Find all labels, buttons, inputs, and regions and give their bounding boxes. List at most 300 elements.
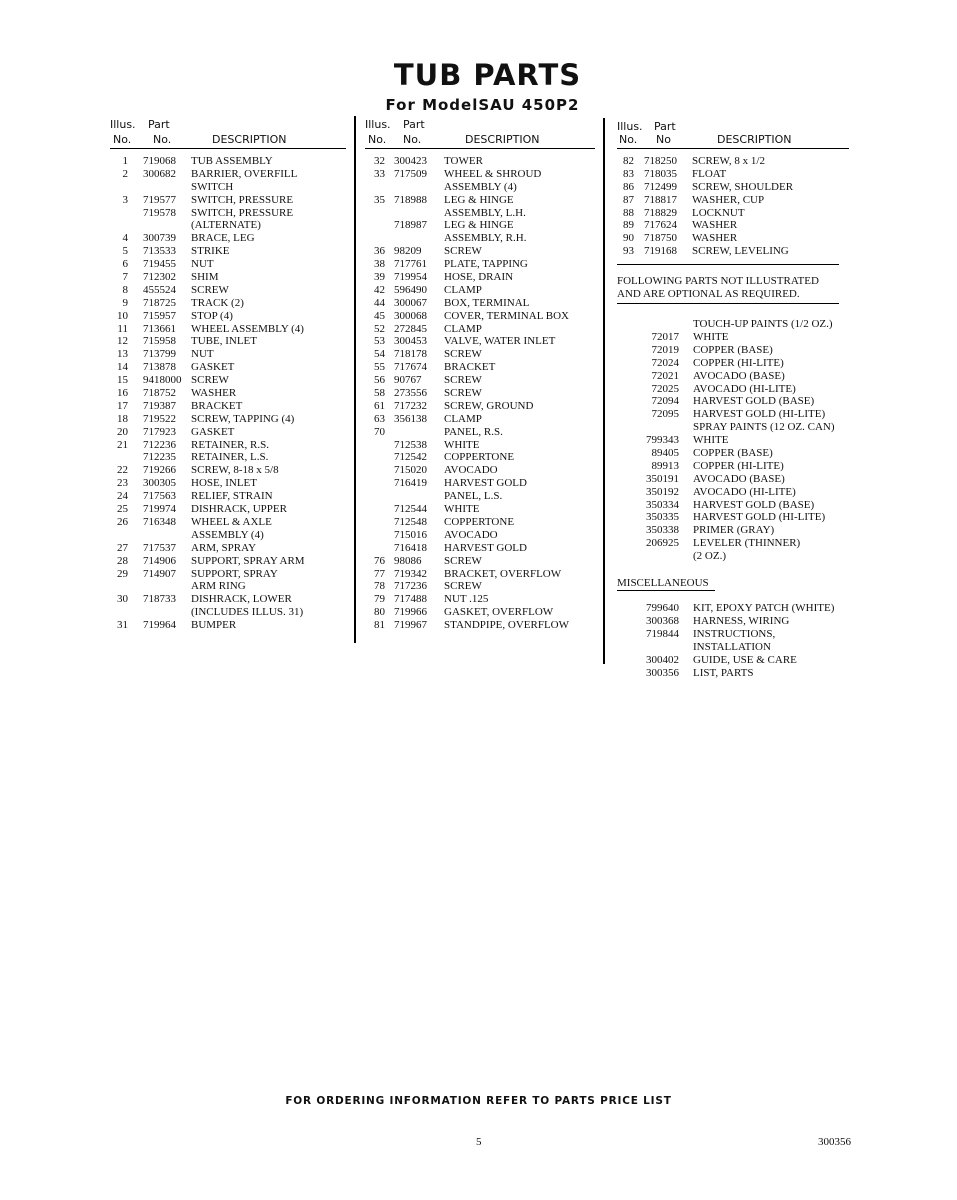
part-description: INSTALLATION	[693, 640, 771, 653]
column-divider	[354, 116, 356, 643]
part-number: 719342	[394, 567, 427, 580]
illus-number: 10	[117, 309, 128, 322]
column-header	[110, 116, 346, 149]
part-number: 72021	[651, 369, 679, 382]
part-number: 350338	[646, 524, 679, 537]
header-part: Part	[654, 120, 676, 133]
part-description: SCREW	[191, 374, 229, 387]
part-row	[365, 181, 595, 194]
part-number: 714906	[143, 554, 176, 567]
part-description: FLOAT	[692, 167, 727, 180]
part-row	[110, 516, 346, 529]
header-part-no: No	[656, 133, 671, 146]
part-number: 719954	[394, 271, 427, 284]
part-description: HARVEST GOLD	[444, 477, 527, 490]
part-description: BRACE, LEG	[191, 232, 255, 245]
part-description: GUIDE, USE & CARE	[693, 653, 797, 666]
part-row	[365, 335, 595, 348]
part-row	[110, 503, 346, 516]
part-number: 718035	[644, 167, 677, 180]
illus-number: 86	[623, 180, 634, 193]
part-number: 455524	[143, 283, 176, 296]
part-number: 300402	[646, 653, 679, 666]
part-row	[365, 555, 595, 568]
part-row	[365, 219, 595, 232]
illus-number: 7	[122, 271, 128, 284]
part-number: 719578	[143, 206, 176, 219]
illus-number: 78	[374, 580, 385, 593]
part-description: BRACKET, OVERFLOW	[444, 567, 562, 580]
part-number: 712542	[394, 451, 427, 464]
part-description: TUB ASSEMBLY	[191, 155, 273, 167]
part-row	[617, 434, 849, 447]
illus-number: 58	[374, 387, 385, 400]
part-number: 72019	[651, 343, 679, 356]
illus-number: 26	[117, 515, 128, 528]
part-number: 300739	[143, 232, 176, 245]
illus-number: 54	[374, 348, 385, 361]
part-description: LOCKNUT	[692, 206, 745, 219]
part-row	[617, 344, 849, 357]
part-number: 272845	[394, 322, 427, 335]
part-description: SHIM	[191, 271, 219, 284]
part-row	[365, 464, 595, 477]
part-number: 719168	[644, 245, 677, 258]
part-row	[365, 361, 595, 374]
part-row	[110, 194, 346, 207]
part-row	[617, 499, 849, 512]
part-row	[617, 524, 849, 537]
part-number: 719577	[143, 193, 176, 206]
illus-number: 17	[117, 399, 128, 412]
part-row	[365, 580, 595, 593]
notice-line: AND ARE OPTIONAL AS REQUIRED.	[617, 288, 800, 301]
part-number: 718988	[394, 193, 427, 206]
part-row	[365, 271, 595, 284]
part-row	[110, 387, 346, 400]
part-description: AVOCADO	[444, 528, 498, 541]
part-number: 717923	[143, 425, 176, 438]
part-row	[110, 168, 346, 181]
part-row	[110, 284, 346, 297]
part-number: 719974	[143, 503, 176, 516]
header-illus-no: No.	[619, 133, 638, 146]
part-description: SCREW	[444, 348, 482, 361]
illus-number: 25	[117, 503, 128, 516]
part-number: 719522	[143, 412, 176, 425]
part-number: 300068	[394, 309, 427, 322]
part-description: SUPPORT, SPRAY	[191, 567, 278, 580]
part-number: 717674	[394, 361, 427, 374]
part-description: LEG & HINGE	[444, 193, 514, 206]
part-row	[365, 207, 595, 220]
part-number: 718750	[644, 232, 677, 245]
page-number: 5	[476, 1136, 482, 1148]
parts-column-1	[110, 116, 346, 632]
illus-number: 3	[122, 193, 128, 206]
illus-number: 56	[374, 374, 385, 387]
part-row	[617, 395, 849, 408]
ordering-info-footer: FOR ORDERING INFORMATION REFER TO PARTS PRICE LIST	[285, 1095, 672, 1107]
header-illus-no: No.	[113, 133, 132, 146]
part-number: 300305	[143, 477, 176, 490]
part-number: 717563	[143, 490, 176, 503]
illus-number: 8	[122, 283, 128, 296]
part-description: LIST, PARTS	[693, 666, 754, 679]
part-description: ASSEMBLY, R.H.	[444, 232, 527, 245]
part-row	[110, 593, 346, 606]
part-description: BARRIER, OVERFILL	[191, 167, 298, 180]
part-number: 715020	[394, 464, 427, 477]
part-description: SWITCH	[191, 180, 234, 193]
header-description: DESCRIPTION	[465, 133, 540, 146]
part-description: WASHER	[191, 387, 237, 400]
part-description: SWITCH, PRESSURE	[191, 206, 294, 219]
illus-number: 89	[623, 219, 634, 232]
illus-number: 88	[623, 206, 634, 219]
part-number: 89405	[651, 447, 679, 460]
illus-number: 52	[374, 322, 385, 335]
illus-number: 12	[117, 335, 128, 348]
part-row	[617, 318, 849, 331]
part-description: WHITE	[444, 503, 480, 516]
part-row	[110, 619, 346, 632]
part-description: CLAMP	[444, 322, 482, 335]
part-row	[365, 155, 595, 168]
illus-number: 70	[374, 425, 385, 438]
part-description: WASHER	[692, 219, 738, 232]
illus-number: 28	[117, 554, 128, 567]
part-description: HARVEST GOLD	[444, 541, 527, 554]
part-description: PANEL, R.S.	[444, 425, 503, 438]
page-title: TUB PARTS	[393, 58, 582, 92]
part-row	[365, 490, 595, 503]
illus-number: 63	[374, 412, 385, 425]
part-description: SCREW, LEVELING	[692, 245, 789, 258]
part-description: AVOCADO (BASE)	[693, 369, 785, 382]
part-description: SCREW	[444, 374, 482, 387]
part-description: GASKET, OVERFLOW	[444, 606, 554, 619]
part-row	[365, 297, 595, 310]
parts-list	[365, 155, 595, 632]
part-description: COPPERTONE	[444, 515, 515, 528]
header-illus: Illus.	[110, 118, 136, 131]
part-number: 89913	[651, 459, 679, 472]
part-description: SCREW, 8 x 1/2	[692, 155, 765, 167]
part-row	[617, 408, 849, 421]
part-number: 713661	[143, 322, 176, 335]
part-row	[110, 271, 346, 284]
part-number: 300368	[646, 614, 679, 627]
part-number: 716348	[143, 515, 176, 528]
part-number: 715957	[143, 309, 176, 322]
part-description: NUT .125	[444, 593, 489, 606]
part-description: AVOCADO (HI-LITE)	[693, 485, 796, 498]
header-part-no: No.	[153, 133, 172, 146]
part-number: 717537	[143, 541, 176, 554]
part-number: 72024	[651, 356, 679, 369]
part-number: 717761	[394, 258, 427, 271]
part-description: COPPER (BASE)	[693, 343, 773, 356]
part-description: HOSE, DRAIN	[444, 271, 514, 284]
part-description: WHITE	[444, 438, 480, 451]
part-description: GASKET	[191, 361, 235, 374]
part-number: 719966	[394, 606, 427, 619]
part-row	[365, 426, 595, 439]
illus-number: 90	[623, 232, 634, 245]
part-row	[365, 451, 595, 464]
part-row	[365, 232, 595, 245]
illus-number: 87	[623, 193, 634, 206]
part-row	[617, 357, 849, 370]
part-description: AVOCADO	[444, 464, 498, 477]
part-number: 712235	[143, 451, 176, 464]
part-description: ASSEMBLY (4)	[191, 528, 264, 541]
parts-column-3	[617, 116, 849, 679]
part-row	[617, 654, 849, 667]
illus-number: 36	[374, 245, 385, 258]
part-description: BRACKET	[444, 361, 496, 374]
part-number: 300682	[143, 167, 176, 180]
part-row	[110, 335, 346, 348]
part-description: BOX, TERMINAL	[444, 296, 530, 309]
part-number: 72017	[651, 331, 679, 344]
illus-number: 24	[117, 490, 128, 503]
part-description: KIT, EPOXY PATCH (WHITE)	[693, 602, 835, 615]
part-description: RELIEF, STRAIN	[191, 490, 273, 503]
illus-number: 83	[623, 167, 634, 180]
illus-number: 15	[117, 374, 128, 387]
part-row	[110, 568, 346, 581]
part-description: LEG & HINGE	[444, 219, 514, 232]
part-description: SCREW, GROUND	[444, 399, 534, 412]
part-row	[110, 464, 346, 477]
illus-number: 30	[117, 593, 128, 606]
part-row	[110, 542, 346, 555]
part-number: 713799	[143, 348, 176, 361]
part-description: HARVEST GOLD (BASE)	[693, 498, 815, 511]
part-description: VALVE, WATER INLET	[444, 335, 556, 348]
part-description: HOSE, INLET	[191, 477, 257, 490]
part-row	[617, 550, 849, 563]
part-row	[365, 258, 595, 271]
part-row	[110, 155, 346, 168]
part-row	[617, 511, 849, 524]
part-description: WASHER	[692, 232, 738, 245]
part-row	[617, 194, 849, 207]
part-description: ASSEMBLY (4)	[444, 180, 517, 193]
part-number: 273556	[394, 387, 427, 400]
part-row	[110, 232, 346, 245]
misc-list	[617, 602, 849, 679]
part-description: RETAINER, R.S.	[191, 438, 269, 451]
part-description: SUPPORT, SPRAY ARM	[191, 554, 305, 567]
part-number: 9418000	[143, 374, 182, 387]
part-description: SWITCH, PRESSURE	[191, 193, 294, 206]
part-number: 719455	[143, 258, 176, 271]
part-number: 300356	[646, 666, 679, 679]
part-description: HARNESS, WIRING	[693, 614, 790, 627]
part-row	[365, 284, 595, 297]
part-row	[365, 477, 595, 490]
part-description: AVOCADO (HI-LITE)	[693, 382, 796, 395]
part-row	[365, 245, 595, 258]
part-number: 719068	[143, 155, 176, 167]
part-row	[110, 413, 346, 426]
part-row	[110, 219, 346, 232]
illus-number: 76	[374, 554, 385, 567]
part-number: 72094	[651, 395, 679, 408]
part-row	[110, 323, 346, 336]
part-number: 206925	[646, 537, 679, 550]
part-description: PRIMER (GRAY)	[693, 524, 775, 537]
part-row	[365, 529, 595, 542]
part-row	[365, 374, 595, 387]
part-row	[365, 310, 595, 323]
part-row	[110, 245, 346, 258]
part-description: TOUCH-UP PAINTS (1/2 OZ.)	[693, 318, 833, 331]
illus-number: 44	[374, 296, 385, 309]
document-number: 300356	[818, 1136, 851, 1148]
model-subtitle: For ModelSAU 450P2	[385, 96, 580, 114]
part-number: 799343	[646, 434, 679, 447]
illus-number: 20	[117, 425, 128, 438]
illus-number: 29	[117, 567, 128, 580]
part-number: 718752	[143, 387, 176, 400]
column-header	[365, 116, 595, 149]
part-description: DISHRACK, LOWER	[191, 593, 292, 606]
not-illustrated-notice	[617, 275, 839, 304]
illus-number: 80	[374, 606, 385, 619]
part-number: 98209	[394, 245, 422, 258]
part-row	[365, 348, 595, 361]
part-row	[110, 490, 346, 503]
part-number: 718829	[644, 206, 677, 219]
part-description: WHITE	[693, 434, 729, 447]
header-description: DESCRIPTION	[212, 133, 287, 146]
part-number: 72025	[651, 382, 679, 395]
part-description: STOP (4)	[191, 309, 233, 322]
illus-number: 39	[374, 271, 385, 284]
part-description: NUT	[191, 258, 214, 271]
part-row	[365, 542, 595, 555]
part-number: 719387	[143, 399, 176, 412]
illus-number: 27	[117, 541, 128, 554]
illus-number: 45	[374, 309, 385, 322]
part-description: CLAMP	[444, 283, 482, 296]
part-number: 98086	[394, 554, 422, 567]
part-number: 300453	[394, 335, 427, 348]
part-description: DISHRACK, UPPER	[191, 503, 287, 516]
part-row	[617, 207, 849, 220]
part-description: ARM, SPRAY	[191, 541, 257, 554]
illus-number: 4	[122, 232, 128, 245]
part-number: 718725	[143, 296, 176, 309]
part-number: 300067	[394, 296, 427, 309]
part-description: STRIKE	[191, 245, 230, 258]
illus-number: 14	[117, 361, 128, 374]
part-row	[110, 207, 346, 220]
part-row	[365, 619, 595, 632]
part-description: PLATE, TAPPING	[444, 258, 528, 271]
part-description: CLAMP	[444, 412, 482, 425]
illus-number: 81	[374, 619, 385, 632]
part-row	[365, 413, 595, 426]
part-description: INSTRUCTIONS,	[693, 627, 776, 640]
part-description: STANDPIPE, OVERFLOW	[444, 619, 570, 632]
paints-list	[617, 318, 849, 563]
part-description: SCREW	[444, 580, 482, 593]
part-description: PANEL, L.S.	[444, 490, 503, 503]
part-description: SCREW, SHOULDER	[692, 180, 794, 193]
part-description: SCREW	[444, 554, 482, 567]
illus-number: 42	[374, 283, 385, 296]
part-row	[110, 529, 346, 542]
part-row	[617, 641, 849, 654]
part-number: 718987	[394, 219, 427, 232]
illus-number: 11	[117, 322, 128, 335]
part-description: SCREW	[191, 283, 229, 296]
part-row	[617, 602, 849, 615]
part-description: (ALTERNATE)	[191, 219, 261, 232]
illus-number: 13	[117, 348, 128, 361]
part-description: COPPER (HI-LITE)	[693, 356, 784, 369]
part-row	[110, 258, 346, 271]
column-header	[617, 116, 849, 149]
part-description: BRACKET	[191, 399, 243, 412]
illus-number: 18	[117, 412, 128, 425]
part-row	[365, 503, 595, 516]
part-row	[617, 181, 849, 194]
part-number: 799640	[646, 602, 679, 615]
part-number: 350335	[646, 511, 679, 524]
illus-number: 32	[374, 155, 385, 167]
part-number: 350192	[646, 485, 679, 498]
part-number: 717236	[394, 580, 427, 593]
part-number: 712544	[394, 503, 427, 516]
illus-number: 33	[374, 167, 385, 180]
part-number: 719266	[143, 464, 176, 477]
part-row	[617, 628, 849, 641]
part-description: COPPER (BASE)	[693, 447, 773, 460]
part-row	[110, 439, 346, 452]
part-description: COPPERTONE	[444, 451, 515, 464]
part-row	[110, 297, 346, 310]
part-number: 72095	[651, 408, 679, 421]
part-row	[110, 348, 346, 361]
part-number: 719844	[646, 627, 679, 640]
part-number: 712236	[143, 438, 176, 451]
part-description: ASSEMBLY, L.H.	[444, 206, 526, 219]
illus-number: 22	[117, 464, 128, 477]
part-description: (2 OZ.)	[693, 550, 726, 563]
part-description: SCREW	[444, 245, 482, 258]
part-number: 719967	[394, 619, 427, 632]
part-row	[617, 460, 849, 473]
part-description: SCREW, TAPPING (4)	[191, 412, 295, 425]
part-row	[365, 568, 595, 581]
header-part-no: No.	[403, 133, 422, 146]
parts-list	[110, 155, 346, 632]
illus-number: 23	[117, 477, 128, 490]
part-description: HARVEST GOLD (BASE)	[693, 395, 815, 408]
part-row	[365, 439, 595, 452]
illus-number: 21	[117, 438, 128, 451]
part-row	[110, 181, 346, 194]
parts-column-2	[365, 116, 595, 632]
parts-list	[617, 155, 849, 258]
illus-number: 9	[122, 296, 128, 309]
